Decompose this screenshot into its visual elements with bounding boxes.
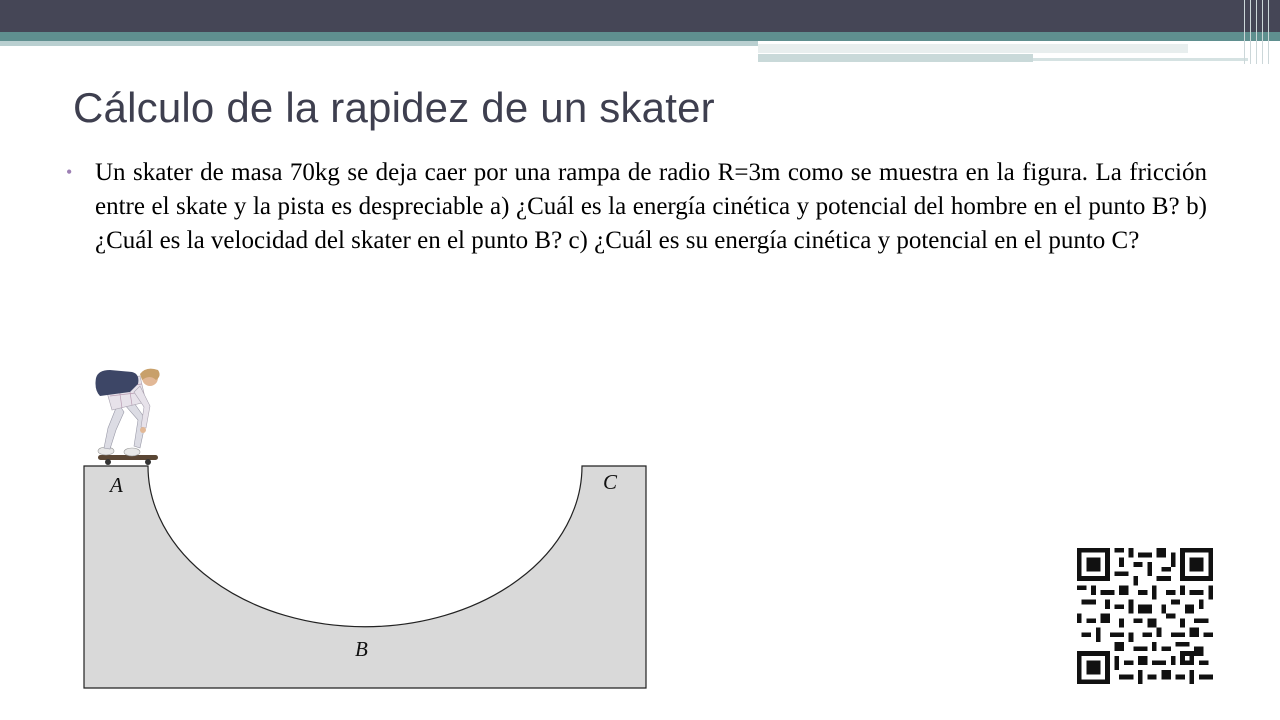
point-b-label: B xyxy=(355,637,368,661)
header-stripe xyxy=(1262,0,1263,64)
problem-text: Un skater de masa 70kg se deja caer por una rampa de radio R=3m como se muestra en la figura. La fricción entre el skate y la pista es despreciable a) ¿Cuál es la energía cinética y potencial del hombre en el punto B? b) ¿Cuál es la velocidad del skater en el punto B? c) ¿Cuál es su energía cinética y potencial en el punto C? xyxy=(95,159,1207,254)
slide-title: Cálculo de la rapidez de un skater xyxy=(73,84,715,131)
header-stripe xyxy=(1250,0,1251,64)
header-stripe xyxy=(1268,0,1269,64)
header-rule xyxy=(1033,58,1248,61)
skater-illustration xyxy=(96,369,160,465)
header-rule xyxy=(758,54,1033,62)
point-c-label: C xyxy=(603,470,618,494)
header-rule xyxy=(758,44,1188,53)
qr-code-icon xyxy=(1077,548,1213,684)
header-stripe xyxy=(1244,0,1245,64)
point-a-label: A xyxy=(110,473,123,497)
header-stripe xyxy=(1256,0,1257,64)
bullet-marker: • xyxy=(66,162,73,182)
